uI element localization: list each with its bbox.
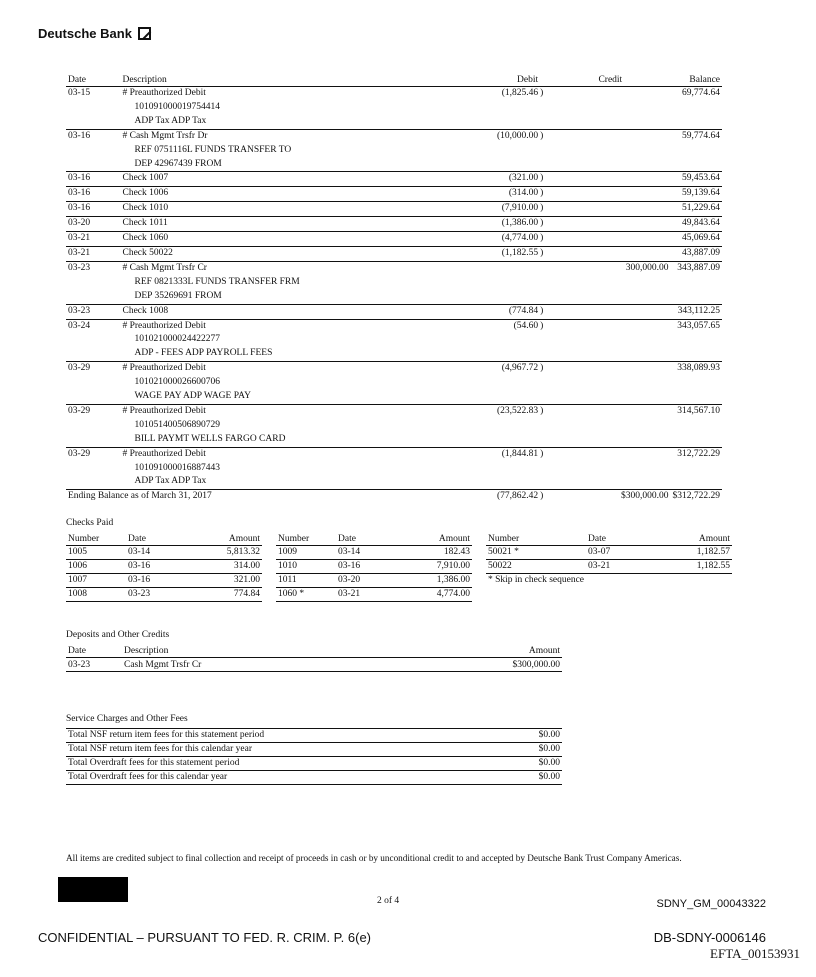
txn-date: 03-24 [68, 320, 91, 331]
checks-col-number: Number [486, 532, 586, 546]
fees-table [66, 728, 562, 785]
fee-label: Total NSF return item fees for this calendar year [66, 743, 506, 757]
col-description: Description [120, 73, 382, 87]
deposits-table [66, 644, 562, 672]
fee-row [66, 771, 562, 785]
ending-balance: $312,722.29 [672, 491, 720, 502]
check-amount: 7,910.00 [410, 560, 472, 574]
txn-description: # Preauthorized Debit [122, 88, 206, 98]
col-debit: Debit [382, 73, 550, 87]
txn-balance: 343,112.25 [671, 304, 723, 319]
txn-debit: (1,844.81 [501, 448, 539, 459]
check-number: 1008 [66, 588, 126, 602]
confidential-notice: CONFIDENTIAL – PURSUANT TO FED. R. CRIM. P. 6(e) [38, 930, 372, 945]
txn-date: 03-23 [66, 304, 120, 319]
check-amount: 182.43 [410, 546, 472, 560]
check-amount: 1,386.00 [410, 574, 472, 588]
txn-debit: (23,522.83 [496, 405, 539, 416]
deutsche-bank-slash-box-icon [138, 27, 151, 40]
txn-balance: 343,887.09 [677, 262, 720, 273]
transaction-row: 03-16 # Cash Mgmt Trsfr Dr (10,000.00 ) 59,774.64 [66, 129, 722, 143]
fee-row [66, 757, 562, 771]
deposit-row [66, 658, 562, 672]
transaction-detail-row [66, 144, 722, 158]
txn-credit: 300,000.00 [625, 262, 669, 273]
txn-description: # Cash Mgmt Trsfr Cr [122, 262, 207, 273]
fee-amount: $0.00 [506, 771, 562, 785]
transaction-detail-row [66, 115, 722, 129]
check-amount: 321.00 [200, 574, 262, 588]
transaction-row: 03-24 # Preauthorized Debit (54.60 ) 343,057.65 [66, 319, 722, 333]
deposits-col-date: Date [66, 644, 122, 658]
checks-row [66, 588, 732, 602]
checks-col-amount: Amount [670, 532, 732, 546]
txn-description: 101051400506890729 [134, 419, 220, 430]
transaction-row [66, 261, 722, 275]
ending-credit: $300,000.00 [621, 491, 669, 502]
check-date: 03-16 [126, 574, 200, 588]
txn-date: 03-20 [66, 217, 120, 232]
fee-label: Total Overdraft fees for this statement period [66, 757, 506, 771]
txn-description: Check 1010 [120, 202, 382, 217]
txn-date: 03-23 [68, 262, 91, 273]
check-amount: 314.00 [200, 560, 262, 574]
check-date: 03-20 [336, 574, 410, 588]
db-bates-id: DB-SDNY-0006146 [653, 930, 766, 945]
check-amount: 1,182.55 [670, 560, 732, 574]
transaction-detail-row [66, 475, 722, 489]
txn-description: # Cash Mgmt Trsfr Dr [122, 130, 208, 141]
check-date: 03-21 [586, 560, 670, 574]
transaction-row: 03-16 Check 1006 (314.00 ) 59,139.64 [66, 187, 722, 202]
txn-date: 03-16 [66, 202, 120, 217]
txn-date: 03-29 [68, 448, 91, 459]
checks-col-date: Date [586, 532, 670, 546]
checks-row [66, 546, 732, 560]
txn-date: 03-15 [68, 88, 91, 98]
fees-title: Service Charges and Other Fees [66, 714, 188, 724]
txn-balance: 49,843.64 [671, 217, 723, 232]
txn-balance: 69,774.64 [682, 88, 720, 98]
checks-col-amount: Amount [410, 532, 472, 546]
check-amount: 4,774.00 [410, 588, 472, 602]
transaction-row: 03-21 Check 50022 (1,182.55 ) 43,887.09 [66, 246, 722, 261]
check-date: 03-16 [336, 560, 410, 574]
txn-balance: 338,089.93 [677, 363, 720, 374]
check-amount: 774.84 [200, 588, 262, 602]
transactions-table [66, 73, 722, 504]
transaction-row: 03-16 Check 1007 (321.00 ) 59,453.64 [66, 172, 722, 187]
txn-description: # Preauthorized Debit [122, 320, 206, 331]
deposits-col-description: Description [122, 644, 391, 658]
check-date: 03-14 [126, 546, 200, 560]
deposits-col-amount: Amount [391, 644, 562, 658]
fee-label: Total Overdraft fees for this calendar year [66, 771, 506, 785]
txn-debit: (4,774.00 [501, 233, 539, 244]
checks-row [66, 560, 732, 574]
txn-debit: (1,386.00 [501, 218, 539, 229]
deposit-date: 03-23 [66, 658, 122, 672]
txn-description: 101021000026600706 [134, 377, 220, 388]
transaction-row: 03-29 # Preauthorized Debit (23,522.83 ) 314,567.10 [66, 404, 722, 418]
txn-balance: 59,453.64 [671, 172, 723, 187]
txn-debit: (1,182.55 [501, 247, 539, 258]
check-date: 03-23 [126, 588, 200, 602]
txn-description: 101091000019754414 [134, 101, 220, 112]
bank-logo [38, 26, 151, 41]
txn-balance: 43,887.09 [671, 246, 723, 261]
transaction-detail-row [66, 276, 722, 290]
txn-description: Check 1007 [120, 172, 382, 187]
txn-debit: (4,967.72 [501, 363, 539, 374]
txn-description: Check 50022 [120, 246, 382, 261]
txn-date: 03-21 [66, 232, 120, 247]
transaction-row: 03-21 Check 1060 (4,774.00 ) 45,069.64 [66, 232, 722, 247]
checks-paid-title: Checks Paid [66, 518, 114, 528]
txn-balance: 45,069.64 [671, 232, 723, 247]
txn-description: REF 0751116L FUNDS TRANSFER TO [134, 144, 292, 155]
transaction-row: 03-29 # Preauthorized Debit (4,967.72 ) 338,089.93 [66, 362, 722, 376]
fee-row [66, 743, 562, 757]
ending-debit: (77,862.42 [496, 491, 539, 502]
check-date: 03-07 [586, 546, 670, 560]
page-number: 2 of 4 [377, 896, 400, 906]
transaction-detail-row [66, 347, 722, 361]
redaction-box [58, 877, 128, 902]
transaction-row: 03-23 Check 1008 (774.84 ) 343,112.25 [66, 304, 722, 319]
transaction-row: 03-29 # Preauthorized Debit (1,844.81 ) 312,722.29 [66, 447, 722, 461]
disclaimer: All items are credited subject to final collection and receipt of proceeds in cash or by unconditional credit to and accepted by Deutsche Bank Trust Company Americas. [66, 853, 682, 863]
txn-date: 03-29 [68, 363, 91, 374]
txn-description: # Preauthorized Debit [122, 448, 206, 459]
txn-description: REF 0821333L FUNDS TRANSFER FRM [134, 276, 300, 287]
checks-row [66, 574, 732, 588]
fee-amount: $0.00 [506, 757, 562, 771]
transaction-row: 03-15 # Preauthorized Debit (1,825.46 ) 69,774.64 [66, 87, 722, 101]
check-number: 1007 [66, 574, 126, 588]
check-number: 1006 [66, 560, 126, 574]
col-balance: Balance [671, 73, 723, 87]
check-date: 03-16 [126, 560, 200, 574]
transaction-detail-row [66, 290, 722, 304]
checks-col-number: Number [276, 532, 336, 546]
transactions-header [66, 73, 722, 87]
txn-debit: (321.00 [508, 173, 539, 184]
bank-name: Deutsche Bank [38, 26, 132, 41]
ending-balance-label: Ending Balance as of March 31, 2017 [68, 491, 212, 502]
check-number: 1009 [276, 546, 336, 560]
txn-description: Check 1011 [120, 217, 382, 232]
skip-sequence-note: * Skip in check sequence [488, 575, 585, 586]
txn-balance: 343,057.65 [677, 320, 720, 331]
checks-col-date: Date [126, 532, 200, 546]
txn-description: # Preauthorized Debit [122, 363, 206, 374]
txn-debit: (54.60 [513, 320, 539, 331]
txn-date: 03-21 [66, 246, 120, 261]
txn-date: 03-29 [68, 405, 91, 416]
txn-debit: (314.00 [508, 188, 539, 199]
txn-description: 101021000024422277 [134, 334, 220, 345]
doc-id: SDNY_GM_00043322 [656, 898, 766, 910]
deposit-description: Cash Mgmt Trsfr Cr [122, 658, 391, 672]
fee-amount: $0.00 [506, 743, 562, 757]
txn-balance: 314,567.10 [677, 405, 720, 416]
txn-description: WAGE PAY ADP WAGE PAY [120, 390, 382, 404]
txn-debit: (774.84 [508, 305, 539, 316]
txn-balance: 59,139.64 [671, 187, 723, 202]
transaction-row: 03-16 Check 1010 (7,910.00 ) 51,229.64 [66, 202, 722, 217]
txn-description: # Preauthorized Debit [122, 405, 206, 416]
txn-description: Check 1008 [120, 304, 382, 319]
transaction-detail-row [66, 101, 722, 115]
transaction-detail-row [66, 376, 722, 390]
check-date: 03-21 [336, 588, 410, 602]
fee-row [66, 729, 562, 743]
txn-balance: 59,774.64 [682, 130, 720, 141]
transaction-detail-row [66, 419, 722, 433]
check-number: 1010 [276, 560, 336, 574]
transaction-row: 03-20 Check 1011 (1,386.00 ) 49,843.64 [66, 217, 722, 232]
ending-balance-row: Ending Balance as of March 31, 2017 (77,862.42 ) $300,000.00 $312,722.29 [66, 490, 722, 504]
txn-debit: (1,825.46 [501, 88, 539, 98]
deposit-amount: $300,000.00 [391, 658, 562, 672]
transaction-detail-row [66, 333, 722, 347]
col-credit: Credit [550, 73, 670, 87]
txn-date: 03-16 [66, 187, 120, 202]
txn-description: ADP Tax ADP Tax [120, 115, 382, 129]
txn-balance: 51,229.64 [671, 202, 723, 217]
col-date: Date [66, 73, 120, 87]
check-number: 1005 [66, 546, 126, 560]
txn-date: 03-16 [66, 172, 120, 187]
deposits-title: Deposits and Other Credits [66, 630, 170, 640]
transaction-detail-row [66, 433, 722, 447]
check-number: 1011 [276, 574, 336, 588]
check-number: 1060 * [276, 588, 336, 602]
txn-description: BILL PAYMT WELLS FARGO CARD [120, 433, 382, 447]
txn-debit: (7,910.00 [501, 203, 539, 214]
check-amount: 5,813.32 [200, 546, 262, 560]
check-date: 03-14 [336, 546, 410, 560]
fee-label: Total NSF return item fees for this statement period [66, 729, 506, 743]
txn-description: Check 1060 [120, 232, 382, 247]
txn-date: 03-16 [68, 130, 91, 141]
check-number: 50022 [486, 560, 586, 574]
txn-description: ADP Tax ADP Tax [120, 475, 382, 489]
txn-debit: (10,000.00 [496, 130, 539, 141]
transaction-detail-row [66, 462, 722, 476]
txn-balance: 312,722.29 [677, 448, 720, 459]
checks-col-amount: Amount [200, 532, 262, 546]
check-number: 50021 * [486, 546, 586, 560]
txn-description: DEP 35269691 FROM [120, 290, 382, 304]
txn-description: ADP - FEES ADP PAYROLL FEES [120, 347, 382, 361]
txn-description: 101091000016887443 [134, 462, 220, 473]
transaction-detail-row [66, 390, 722, 404]
check-amount: 1,182.57 [670, 546, 732, 560]
txn-description: Check 1006 [120, 187, 382, 202]
transaction-detail-row [66, 158, 722, 172]
checks-col-number: Number [66, 532, 126, 546]
fee-amount: $0.00 [506, 729, 562, 743]
efta-id: EFTA_00153931 [710, 946, 800, 961]
checks-col-date: Date [336, 532, 410, 546]
checks-paid-table [66, 532, 732, 602]
txn-description: DEP 42967439 FROM [120, 158, 382, 172]
